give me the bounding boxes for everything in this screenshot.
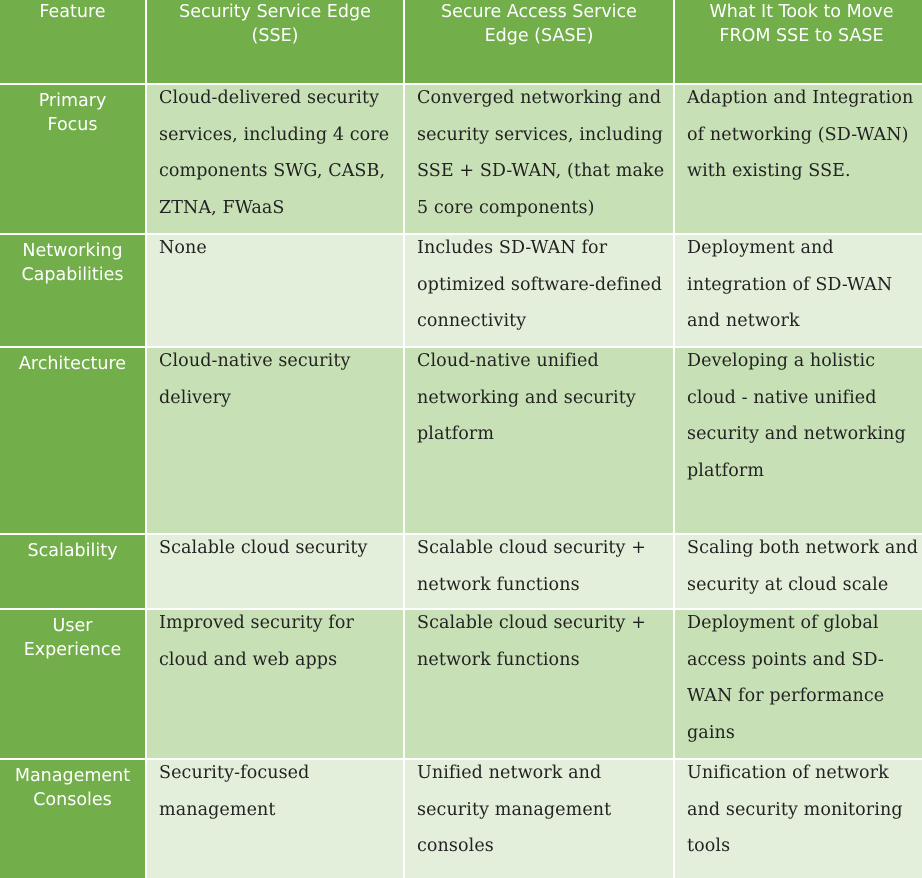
row-scalability-feature [0,535,145,608]
row-scalability-sase [405,535,673,608]
feature-label: Management Consoles [14,766,131,810]
cell-text: Scaling both network and security at cloud scale [687,538,919,595]
cell-text: Deployment and integration of SD-WAN and network [687,238,893,332]
feature-label: Architecture [18,354,127,374]
header-sse [147,0,403,83]
row-architecture-sse [147,348,403,533]
row-user-experience-sase [405,610,673,758]
cell-text: Deployment of global access points and SD-WAN for performance gains [687,613,885,743]
cell-text: Scalable cloud security + network functions [417,613,646,670]
header-feature-label: Feature [39,2,106,22]
cell-text: Unified network and security management consoles [417,763,612,857]
cell-text: Includes SD-WAN for optimized software-defined connectivity [417,238,663,332]
row-user-experience-feature [0,610,145,758]
row-user-experience-move [675,610,922,758]
row-primary-focus-feature [0,85,145,233]
feature-label: User Experience [23,616,122,660]
feature-label: Networking Capabilities [21,241,124,285]
row-architecture-move [675,348,922,533]
row-networking-feature [0,235,145,346]
row-architecture-sase [405,348,673,533]
cell-text: Unification of network and security monitoring tools [687,763,903,857]
cell-text: Scalable cloud security + network functions [417,538,646,595]
cell-text: Adaption and Integration of networking (SD-WAN) with existing SSE. [687,88,914,182]
header-move-label: What It Took to Move FROM SSE to SASE [709,2,894,46]
row-networking-sase [405,235,673,346]
cell-text: Security-focused management [159,763,310,820]
header-sse-label: Security Service Edge (SSE) [179,2,371,46]
row-networking-move [675,235,922,346]
cell-text: Cloud-native security delivery [159,351,351,408]
row-scalability-sse [147,535,403,608]
cell-text: Cloud-delivered security services, including 4 core components SWG, CASB, ZTNA, FWaaS [159,88,390,218]
header-move [675,0,922,83]
cell-text: Developing a holistic cloud - native unified security and networking platform [687,351,906,481]
row-management-feature [0,760,145,878]
header-sase [405,0,673,83]
cell-text: Converged networking and security services, including SSE + SD-WAN, (that make 5 core components) [417,88,665,218]
row-architecture-feature [0,348,145,533]
row-primary-focus-move [675,85,922,233]
row-management-sse [147,760,403,878]
header-sase-label: Secure Access Service Edge (SASE) [441,2,637,46]
cell-text: None [159,238,207,258]
row-management-move [675,760,922,878]
feature-label: Primary Focus [38,91,107,135]
row-management-sase [405,760,673,878]
row-networking-sse [147,235,403,346]
cell-text: Improved security for cloud and web apps [159,613,354,670]
row-scalability-move [675,535,922,608]
header-feature [0,0,145,83]
feature-label: Scalability [27,541,118,561]
row-primary-focus-sase [405,85,673,233]
cell-text: Scalable cloud security [159,538,368,558]
row-primary-focus-sse [147,85,403,233]
cell-text: Cloud-native unified networking and security platform [417,351,636,445]
row-user-experience-sse [147,610,403,758]
